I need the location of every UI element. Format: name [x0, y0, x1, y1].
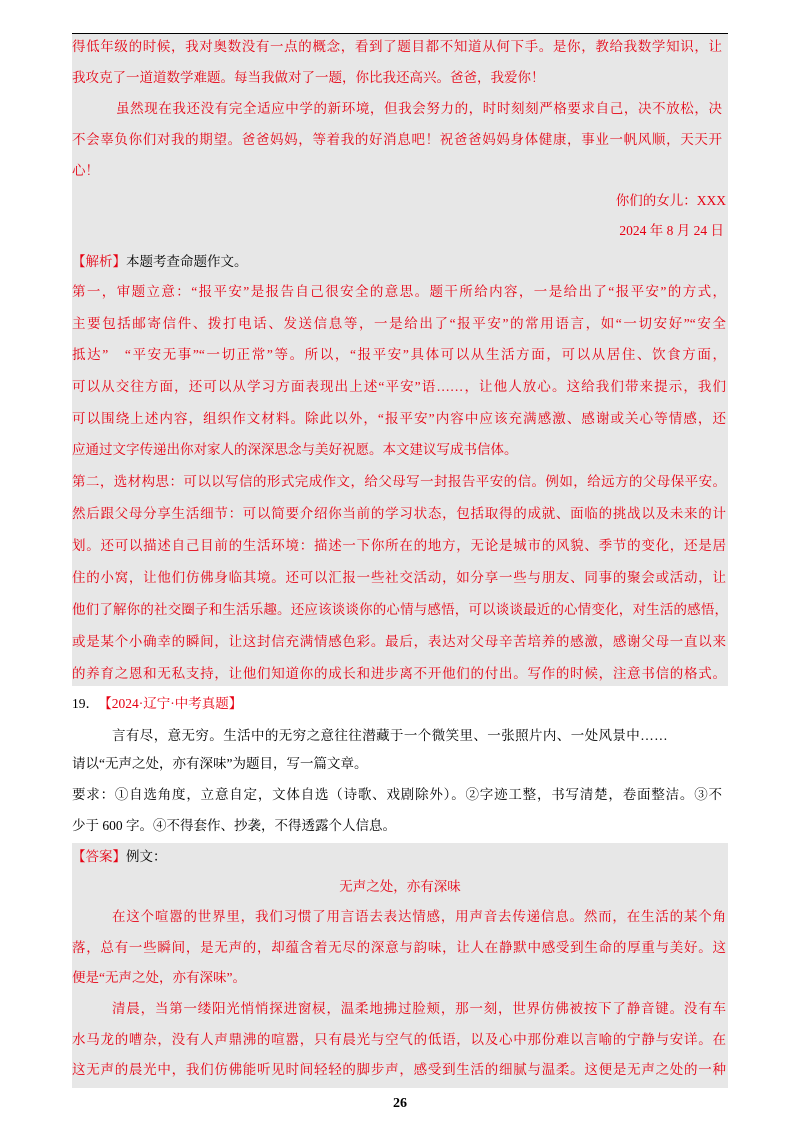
analysis-line: 或是某个小确幸的瞬间，让这封信充满情感色彩。最后，表达对父母辛苦培养的感激，感谢父母一直以来 — [72, 634, 726, 649]
letter-line: 虽然现在我还没有完全适应中学的新环境，但我会努力的，时时刻刻严格要求自己，决不放松，决 — [116, 101, 722, 116]
analysis-line: 可以从交往方面，还可以从学习方面表现出上述“平安”语……，让他人放心。这给我们带来提示，我们 — [72, 379, 726, 394]
analysis-line: 抵达” “平安无事”“一切正常”等。所以，“报平安”具体可以从生活方面，可以从居住、饮食方面， — [72, 347, 726, 362]
analysis-line: 的养育之恩和无私支持，让他们知道你的成长和进步离不开他们的付出。写作的时候，注意书信的格式。 — [72, 666, 726, 681]
question-heading — [72, 693, 726, 715]
analysis-line: 划。还可以描述自己目前的生活环境：描述一下你所在的地方，无论是城市的风貌、季节的变化，还是居 — [72, 538, 726, 553]
letter-date: 2024 年 8 月 24 日 — [619, 223, 724, 238]
question-requirements-line: 少于 600 字。④不得套作、抄袭，不得透露个人信息。 — [72, 818, 396, 833]
letter-line: 得低年级的时候，我对奥数没有一点的概念，看到了题目都不知道从何下手。是你，教给我数学知识，让 — [72, 39, 722, 54]
letter-signature: 你们的女儿：XXX — [615, 193, 726, 208]
analysis-line: 第一，审题立意：“报平安”是报告自己很安全的意思。题干所给内容，一是给出了“报平安”的方式， — [72, 284, 726, 299]
question-source: 【2024·辽宁·中考真题】 — [105, 696, 243, 711]
letter-line: 不会辜负你们对我的期望。爸爸妈妈，等着我的好消息吧！祝爸爸妈妈身体健康，事业一帆风顺，天天开 — [72, 132, 722, 147]
question-material: 言有尽，意无穷。生活中的无穷之意往往潜藏于一个微笑里、一张照片内、一处风景中…… — [112, 728, 668, 743]
analysis-intro: 本题考查命题作文。 — [126, 254, 248, 269]
analysis-line: 主要包括邮寄信件、拨打电话、发送信息等，一是给出了“报平安”的常用语言，如“一切安好”“安全 — [72, 316, 726, 331]
answer-heading — [72, 846, 726, 868]
analysis-line: 住的小窝，让他们仿佛身临其境。还可以汇报一些社交活动，如分享一些与朋友、同事的聚会或活动，让 — [72, 570, 726, 585]
essay-title: 无声之处，亦有深味 — [339, 879, 461, 894]
analysis-line: 第二，选材构思：可以以写信的形式完成作文，给父母写一封报告平安的信。例如，给远方的父母保平安。 — [72, 474, 726, 489]
analysis-tag: 【解析】 — [72, 254, 126, 269]
analysis-line: 可以围绕上述内容，组织作文材料。除此以外，“报平安”内容中应该充满感激、感谢或关心等情感，还 — [72, 411, 726, 426]
question-number: 19． — [72, 696, 99, 711]
analysis-line: 应通过文字传递出你对家人的深深思念与美好祝愿。本文建议写成书信体。 — [72, 442, 518, 457]
question-prompt: 请以“无声之处，亦有深味”为题目，写一篇文章。 — [72, 756, 368, 771]
essay-line: 这无声的晨光中，我们仿佛能听见时间轻轻的脚步声，感受到生活的细腻与温柔。这便是无声之处的一种 — [72, 1062, 726, 1077]
question-requirements-line: 要求：①自选角度，立意自定，文体自选（诗歌、戏剧除外）。②字迹工整，书写清楚，卷面整洁。③不 — [72, 787, 722, 802]
page-number: 26 — [393, 1096, 407, 1111]
answer-label: 例文： — [126, 849, 167, 864]
answer-tag: 【答案】 — [72, 849, 126, 864]
letter-line: 心！ — [72, 163, 99, 178]
essay-line: 水马龙的嘈杂，没有人声鼎沸的喧嚣，只有晨光与空气的低语，以及心中那份难以言喻的宁静与安详。在 — [72, 1032, 726, 1047]
analysis-line: 然后跟父母分享生活细节：可以简要介绍你当前的学习状态，包括取得的成就、面临的挑战以及未来的计 — [72, 506, 726, 521]
analysis-line: 他们了解你的社交圈子和生活乐趣。还应该谈谈你的心情与感悟，可以谈谈最近的心情变化，对生活的感悟， — [72, 602, 728, 617]
essay-line: 落，总有一些瞬间，是无声的，却蕴含着无尽的深意与韵味，让人在静默中感受到生命的厚重与美好。这 — [72, 940, 726, 955]
analysis-heading — [72, 251, 726, 273]
essay-line: 在这个喧嚣的世界里，我们习惯了用言语去表达情感，用声音去传递信息。然而，在生活的某个角 — [112, 909, 726, 924]
letter-line: 我攻克了一道道数学难题。每当我做对了一题，你比我还高兴。爸爸，我爱你！ — [72, 70, 545, 85]
essay-line: 清晨，当第一缕阳光悄悄探进窗棂，温柔地拂过脸颊，那一刻，世界仿佛被按下了静音键。没有车 — [112, 1001, 726, 1016]
essay-line: 便是“无声之处，亦有深味”。 — [72, 970, 246, 985]
